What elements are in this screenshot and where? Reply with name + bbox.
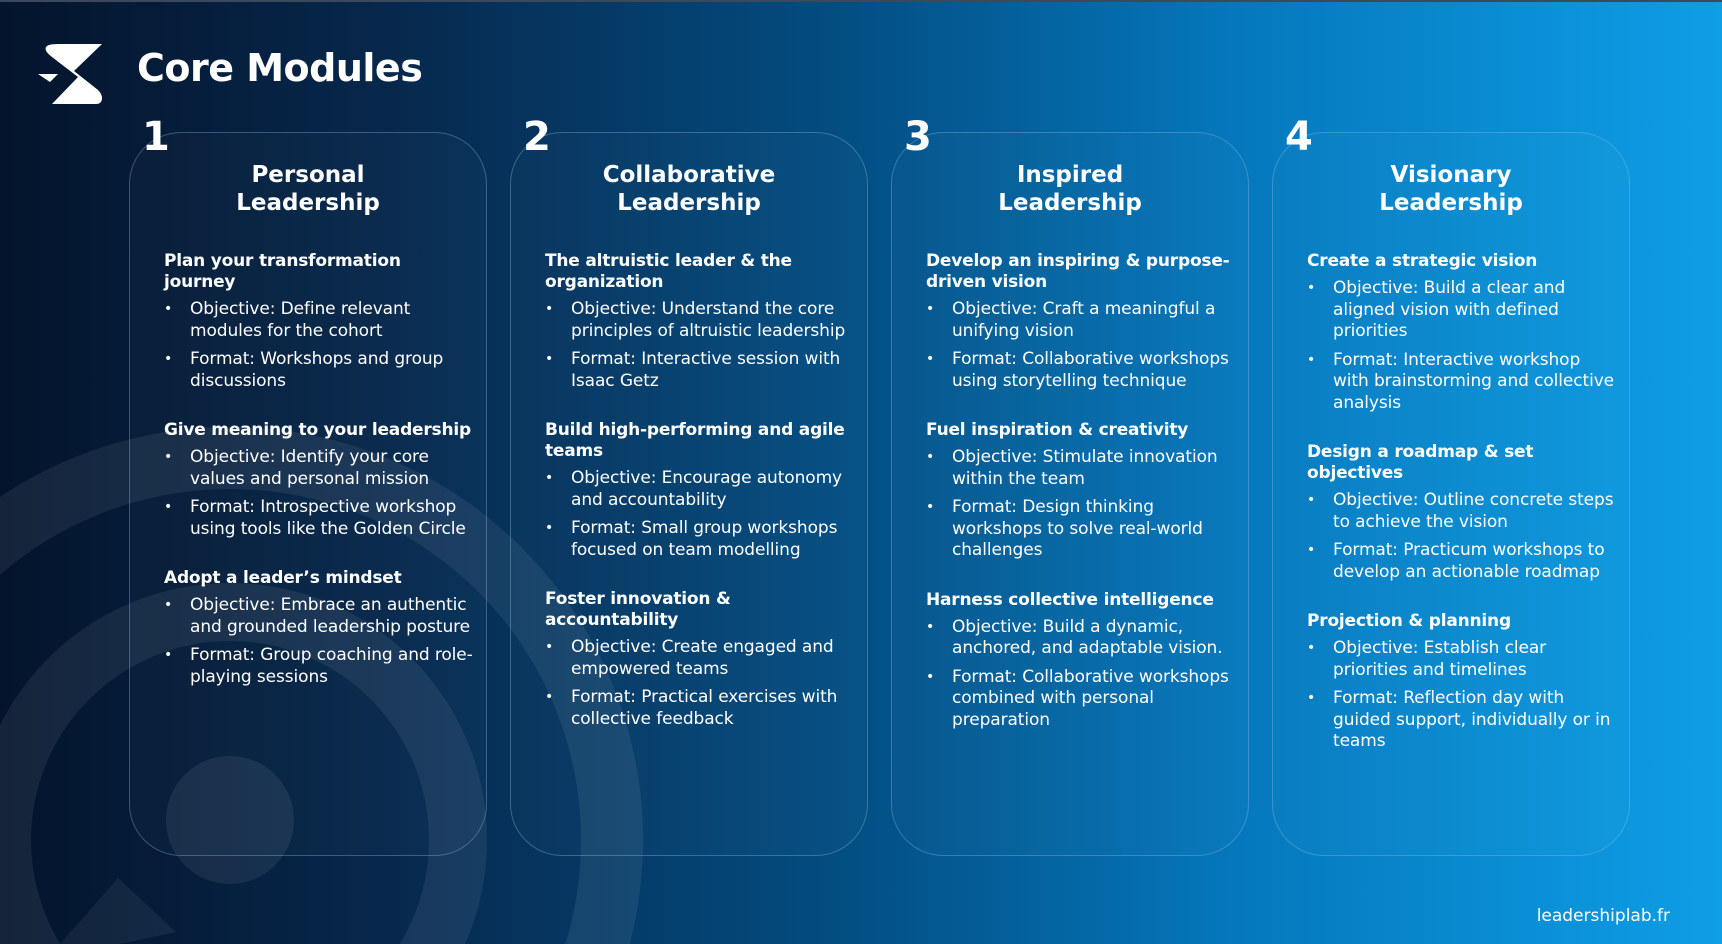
section-bullet-item: • Objective: Stimulate innovation within the team: [926, 447, 1236, 490]
section-bullet-item: • Format: Small group workshops focused on team modelling: [545, 518, 855, 561]
footer-url: leadershiplab.fr: [1536, 906, 1670, 926]
module-number: 3: [904, 114, 932, 160]
deco-handle: [60, 878, 176, 944]
module-title-line: Leadership: [236, 190, 380, 216]
section-bullet-list: [164, 299, 474, 392]
section-bullet-item: • Format: Collaborative workshops using storytelling technique: [926, 349, 1236, 392]
leadershiplab-logo-icon: [38, 44, 104, 104]
module-card-collaborative: [510, 114, 868, 856]
section-bullet-list: [1307, 278, 1617, 414]
section-bullet-item: • Objective: Outline concrete steps to achieve the vision: [1307, 490, 1617, 533]
section-title: Design a roadmap & set objectives: [1307, 442, 1534, 483]
module-title: [892, 161, 1248, 217]
module-number: 4: [1285, 114, 1313, 160]
module-title-line: Visionary: [1390, 162, 1512, 188]
section-bullet-item: • Objective: Encourage autonomy and accountability: [545, 468, 855, 511]
section-title: Fuel inspiration & creativity: [926, 420, 1189, 440]
section-title: Adopt a leader’s mindset: [164, 568, 402, 588]
section-bullet-item: • Format: Interactive session with Isaac Getz: [545, 349, 855, 392]
module-section: [926, 251, 1236, 392]
module-section: [164, 420, 474, 540]
section-title: The altruistic leader & the organization: [545, 251, 792, 292]
module-section: [926, 590, 1236, 732]
module-title-line: Leadership: [1379, 190, 1523, 216]
module-title-line: Leadership: [617, 190, 761, 216]
section-bullet-item: • Format: Group coaching and role-playing sessions: [164, 645, 474, 688]
module-sections: [545, 251, 855, 758]
section-bullet-list: [164, 595, 474, 688]
module-title-line: Collaborative: [602, 162, 776, 188]
section-bullet-item: • Format: Design thinking workshops to solve real-world challenges: [926, 497, 1236, 562]
module-sections: [164, 251, 474, 716]
module-card-visionary: [1272, 114, 1630, 856]
section-bullet-item: • Objective: Understand the core principles of altruistic leadership: [545, 299, 855, 342]
module-title: [1273, 161, 1629, 217]
section-bullet-item: • Format: Introspective workshop using tools like the Golden Circle: [164, 497, 474, 540]
section-bullet-item: • Format: Workshops and group discussions: [164, 349, 474, 392]
module-title-line: Leadership: [998, 190, 1142, 216]
section-title: Develop an inspiring & purpose-driven vision: [926, 251, 1230, 292]
module-section: [1307, 251, 1617, 414]
section-bullet-item: • Format: Practical exercises with collective feedback: [545, 687, 855, 730]
module-title-line: Personal: [251, 162, 365, 188]
module-section: [545, 251, 855, 392]
module-number: 1: [142, 114, 170, 160]
section-bullet-item: • Format: Interactive workshop with brainstorming and collective analysis: [1307, 350, 1617, 415]
section-bullet-list: [1307, 638, 1617, 753]
section-bullet-list: [545, 637, 855, 730]
module-card-personal: [129, 114, 487, 856]
section-title: Projection & planning: [1307, 611, 1511, 631]
section-bullet-item: • Objective: Define relevant modules for the cohort: [164, 299, 474, 342]
section-bullet-list: [926, 299, 1236, 392]
module-title: [511, 161, 867, 217]
section-bullet-list: [545, 299, 855, 392]
module-title: [130, 161, 486, 217]
section-title: Build high-performing and agile teams: [545, 420, 845, 461]
section-bullet-list: [926, 617, 1236, 732]
section-bullet-item: • Format: Practicum workshops to develop an actionable roadmap: [1307, 540, 1617, 583]
section-title: Foster innovation & accountability: [545, 589, 731, 630]
section-bullet-item: • Objective: Create engaged and empowered teams: [545, 637, 855, 680]
module-sections: [1307, 251, 1617, 781]
section-bullet-item: • Objective: Identify your core values and personal mission: [164, 447, 474, 490]
section-bullet-list: [164, 447, 474, 540]
module-section: [164, 568, 474, 688]
top-border-line: [0, 0, 1722, 2]
page-title: Core Modules: [137, 46, 423, 90]
section-bullet-item: • Objective: Embrace an authentic and grounded leadership posture: [164, 595, 474, 638]
module-section: [1307, 611, 1617, 753]
module-section: [545, 420, 855, 561]
module-card-inspired: [891, 114, 1249, 856]
section-bullet-item: • Format: Reflection day with guided support, individually or in teams: [1307, 688, 1617, 753]
module-section: [545, 589, 855, 730]
section-bullet-item: • Objective: Establish clear priorities and timelines: [1307, 638, 1617, 681]
module-section: [164, 251, 474, 392]
section-title: Create a strategic vision: [1307, 251, 1538, 271]
section-bullet-item: • Format: Collaborative workshops combined with personal preparation: [926, 667, 1236, 732]
section-bullet-list: [926, 447, 1236, 562]
section-title: Plan your transformation journey: [164, 251, 401, 292]
module-sections: [926, 251, 1236, 759]
section-bullet-list: [545, 468, 855, 561]
module-section: [926, 420, 1236, 562]
section-bullet-list: [1307, 490, 1617, 583]
module-number: 2: [523, 114, 551, 160]
module-title-line: Inspired: [1016, 162, 1124, 188]
module-section: [1307, 442, 1617, 583]
section-bullet-item: • Objective: Build a dynamic, anchored, and adaptable vision.: [926, 617, 1236, 660]
section-bullet-item: • Objective: Craft a meaningful a unifying vision: [926, 299, 1236, 342]
section-bullet-item: • Objective: Build a clear and aligned vision with defined priorities: [1307, 278, 1617, 343]
section-title: Harness collective intelligence: [926, 589, 1214, 610]
section-title: Give meaning to your leadership: [164, 420, 471, 440]
